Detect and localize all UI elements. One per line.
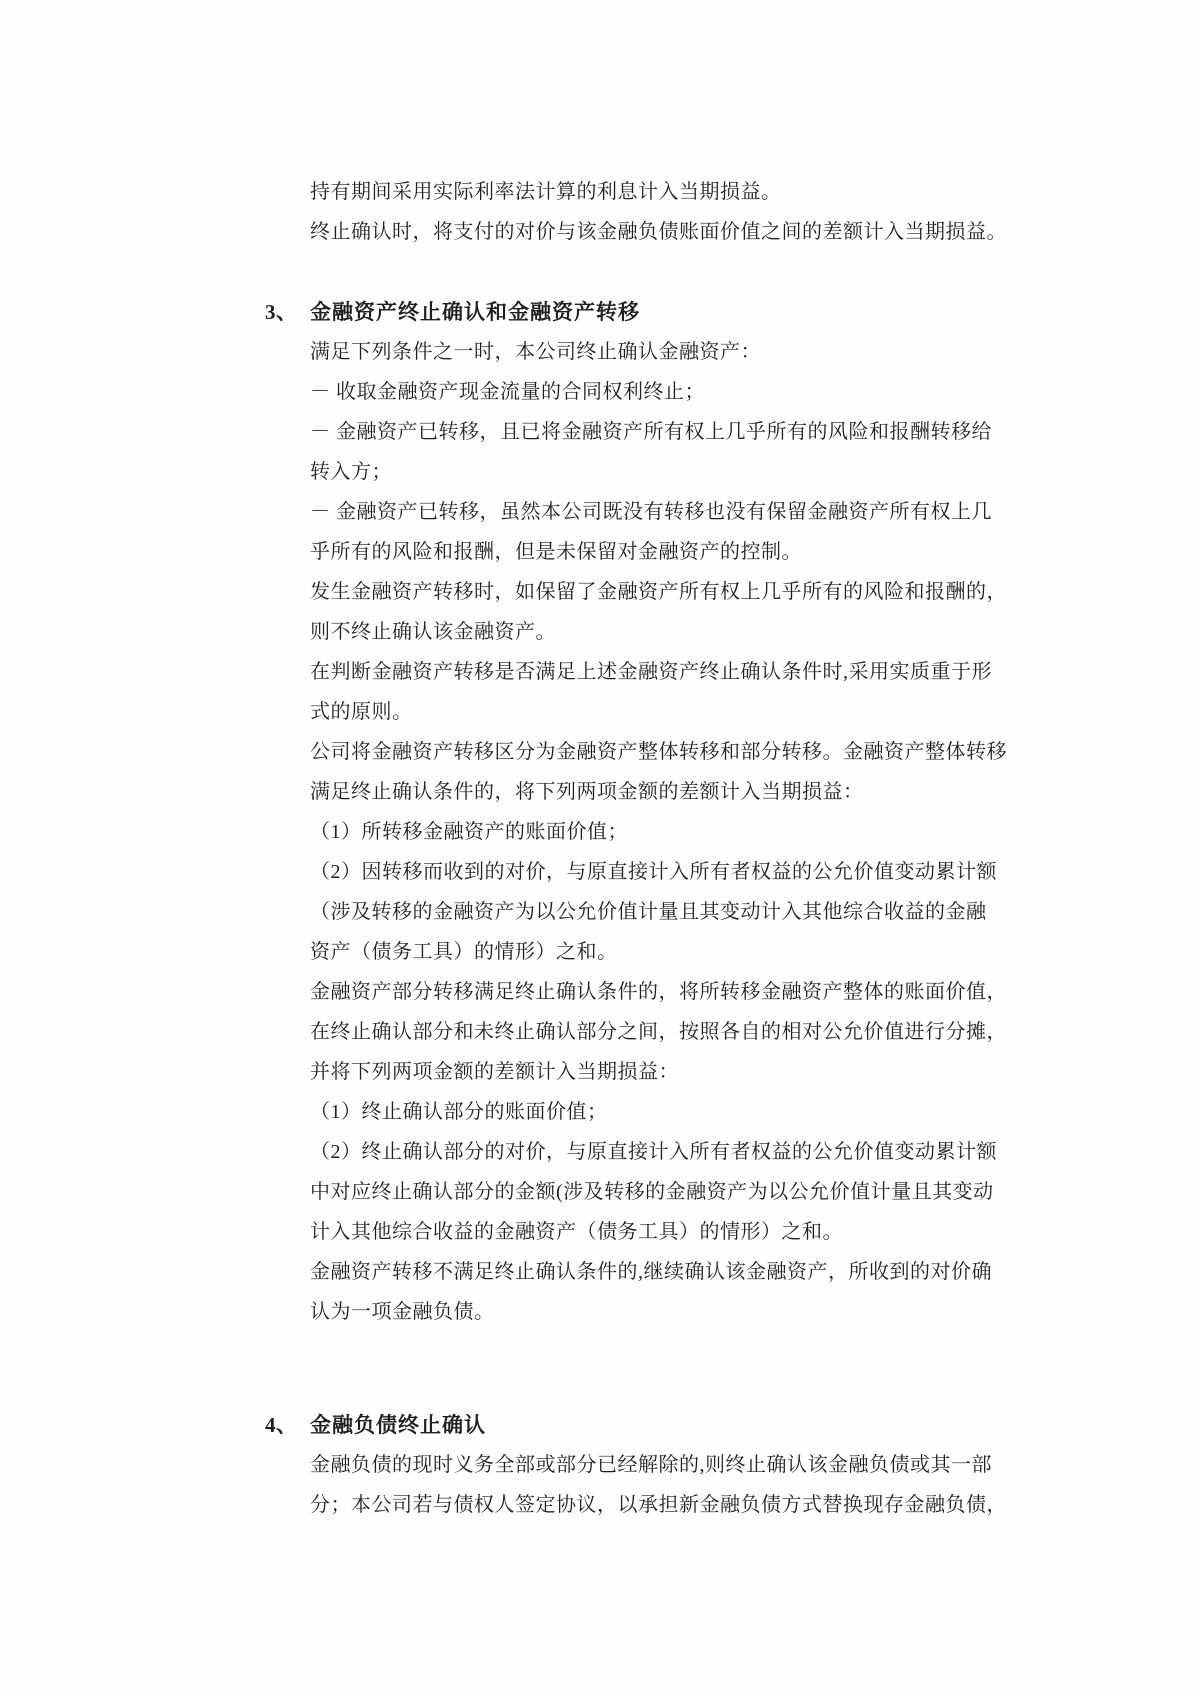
paragraph-line: 资产（债务工具）的情形）之和。 (310, 941, 618, 963)
section-number: 4、 (265, 1413, 298, 1437)
paragraph-line: 满足下列条件之一时，本公司终止确认金融资产： (310, 341, 761, 363)
section-financial-asset-derecognition (265, 292, 1055, 1332)
list-item-line: － 金融资产已转移，且已将金融资产所有权上几乎所有的风险和报酬转移给 (310, 421, 992, 443)
paragraph-line: 则不终止确认该金融资产。 (310, 621, 556, 643)
paragraph-line: 公司将金融资产转移区分为金融资产整体转移和部分转移。金融资产整体转移 (310, 741, 1007, 763)
paragraph-line: 计入其他综合收益的金融资产（债务工具）的情形）之和。 (310, 1221, 843, 1243)
paragraph-line: 转入方； (310, 461, 392, 483)
section-body (310, 332, 1055, 1332)
section-title: 金融负债终止确认 (310, 1413, 486, 1437)
numbered-item-line: （1）所转移金融资产的账面价值； (310, 821, 628, 843)
paragraph-line: 发生金融资产转移时，如保留了金融资产所有权上几乎所有的风险和报酬的， (310, 581, 1007, 603)
paragraph-line: 在终止确认部分和未终止确认部分之间，按照各自的相对公允价值进行分摊， (310, 1021, 1007, 1043)
numbered-item-line: （2）终止确认部分的对价，与原直接计入所有者权益的公允价值变动累计额 (310, 1141, 997, 1163)
numbered-item-line: （2）因转移而收到的对价，与原直接计入所有者权益的公允价值变动累计额 (310, 861, 997, 883)
paragraph-line: 金融负债的现时义务全部或部分已经解除的,则终止确认该金融负债或其一部 (310, 1454, 992, 1476)
numbered-item-line: （1）终止确认部分的账面价值； (310, 1101, 608, 1123)
section-title: 金融资产终止确认和金融资产转移 (310, 300, 640, 324)
paragraph-line: 满足终止确认条件的，将下列两项金额的差额计入当期损益： (310, 781, 864, 803)
paragraph-line: 认为一项金融负债。 (310, 1301, 495, 1323)
paragraph-line: 并将下列两项金额的差额计入当期损益： (310, 1061, 679, 1083)
section-heading (265, 1405, 1055, 1445)
paragraph-line: 式的原则。 (310, 701, 413, 723)
section-financial-liability-derecognition (265, 1405, 1055, 1525)
paragraph-line: 终止确认时，将支付的对价与该金融负债账面价值之间的差额计入当期损益。 (310, 221, 1007, 243)
paragraph-line: 持有期间采用实际利率法计算的利息计入当期损益。 (310, 181, 782, 203)
list-item-line: － 收取金融资产现金流量的合同权利终止； (310, 381, 705, 403)
paragraph-line: 乎所有的风险和报酬，但是未保留对金融资产的控制。 (310, 541, 802, 563)
list-item-line: － 金融资产已转移，虽然本公司既没有转移也没有保留金融资产所有权上几 (310, 501, 992, 523)
section-heading (265, 292, 1055, 332)
paragraph-line: （涉及转移的金融资产为以公允价值计量且其变动计入其他综合收益的金融 (310, 901, 987, 923)
paragraph-line: 分；本公司若与债权人签定协议，以承担新金融负债方式替换现存金融负债， (310, 1494, 1007, 1516)
section-number: 3、 (265, 300, 298, 324)
paragraph-line: 中对应终止确认部分的金额(涉及转移的金融资产为以公允价值计量且其变动 (310, 1181, 994, 1203)
section-body (310, 1445, 1055, 1525)
paragraph-line: 金融资产部分转移满足终止确认条件的，将所转移金融资产整体的账面价值， (310, 981, 1007, 1003)
intro-paragraph (310, 172, 1050, 252)
paragraph-line: 在判断金融资产转移是否满足上述金融资产终止确认条件时,采用实质重于形 (310, 661, 992, 683)
paragraph-line: 金融资产转移不满足终止确认条件的,继续确认该金融资产，所收到的对价确 (310, 1261, 992, 1283)
